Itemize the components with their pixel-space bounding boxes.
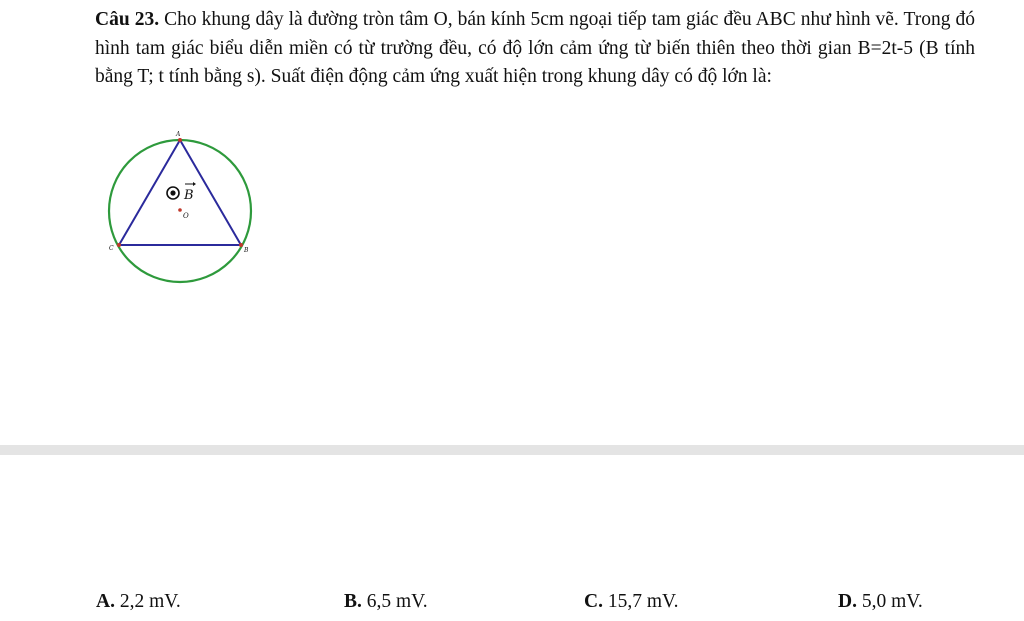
center-o-dot bbox=[178, 208, 182, 212]
triangle-abc bbox=[119, 140, 241, 245]
answer-text: 5,0 mV. bbox=[856, 591, 923, 612]
circuit-figure bbox=[104, 128, 264, 288]
answer-letter: A. bbox=[96, 591, 115, 612]
answer-text: 6,5 mV. bbox=[361, 591, 428, 612]
vertex-b-dot bbox=[239, 243, 243, 247]
answer-letter: B. bbox=[344, 591, 362, 612]
field-dot-icon bbox=[170, 190, 175, 195]
page-divider bbox=[0, 445, 1024, 455]
field-vector-arrowhead bbox=[193, 182, 196, 186]
vertex-c-label: C bbox=[109, 245, 114, 252]
answer-option-b[interactable] bbox=[344, 590, 428, 614]
question-number: Câu 23. bbox=[95, 9, 160, 30]
question-paragraph bbox=[95, 6, 975, 92]
answer-text: 2,2 mV. bbox=[114, 591, 181, 612]
vertex-c-dot bbox=[117, 243, 121, 247]
answer-text: 15,7 mV. bbox=[602, 591, 679, 612]
center-o-label: O bbox=[183, 212, 189, 220]
vertex-a-label: A bbox=[176, 131, 181, 138]
answer-option-a[interactable] bbox=[96, 590, 181, 614]
vertex-b-label: B bbox=[244, 247, 249, 254]
answer-letter: D. bbox=[838, 591, 857, 612]
answer-letter: C. bbox=[584, 591, 603, 612]
vertex-a-dot bbox=[178, 138, 182, 142]
answer-option-d[interactable] bbox=[838, 590, 923, 614]
field-label: B bbox=[184, 188, 194, 203]
question-text: Cho khung dây là đường tròn tâm O, bán kính 5cm ngoại tiếp tam giác đều ABC như hình vẽ. Trong đó hình tam giác biểu diễn miền có từ trường đều, có độ lớn cảm ứng từ biến thiên theo thời gian B=2t-5 (B tính bằng T; t tính bằng s). Suất điện động cảm ứng xuất hiện trong khung dây có độ lớn là: bbox=[95, 9, 975, 87]
answer-option-c[interactable] bbox=[584, 590, 678, 614]
